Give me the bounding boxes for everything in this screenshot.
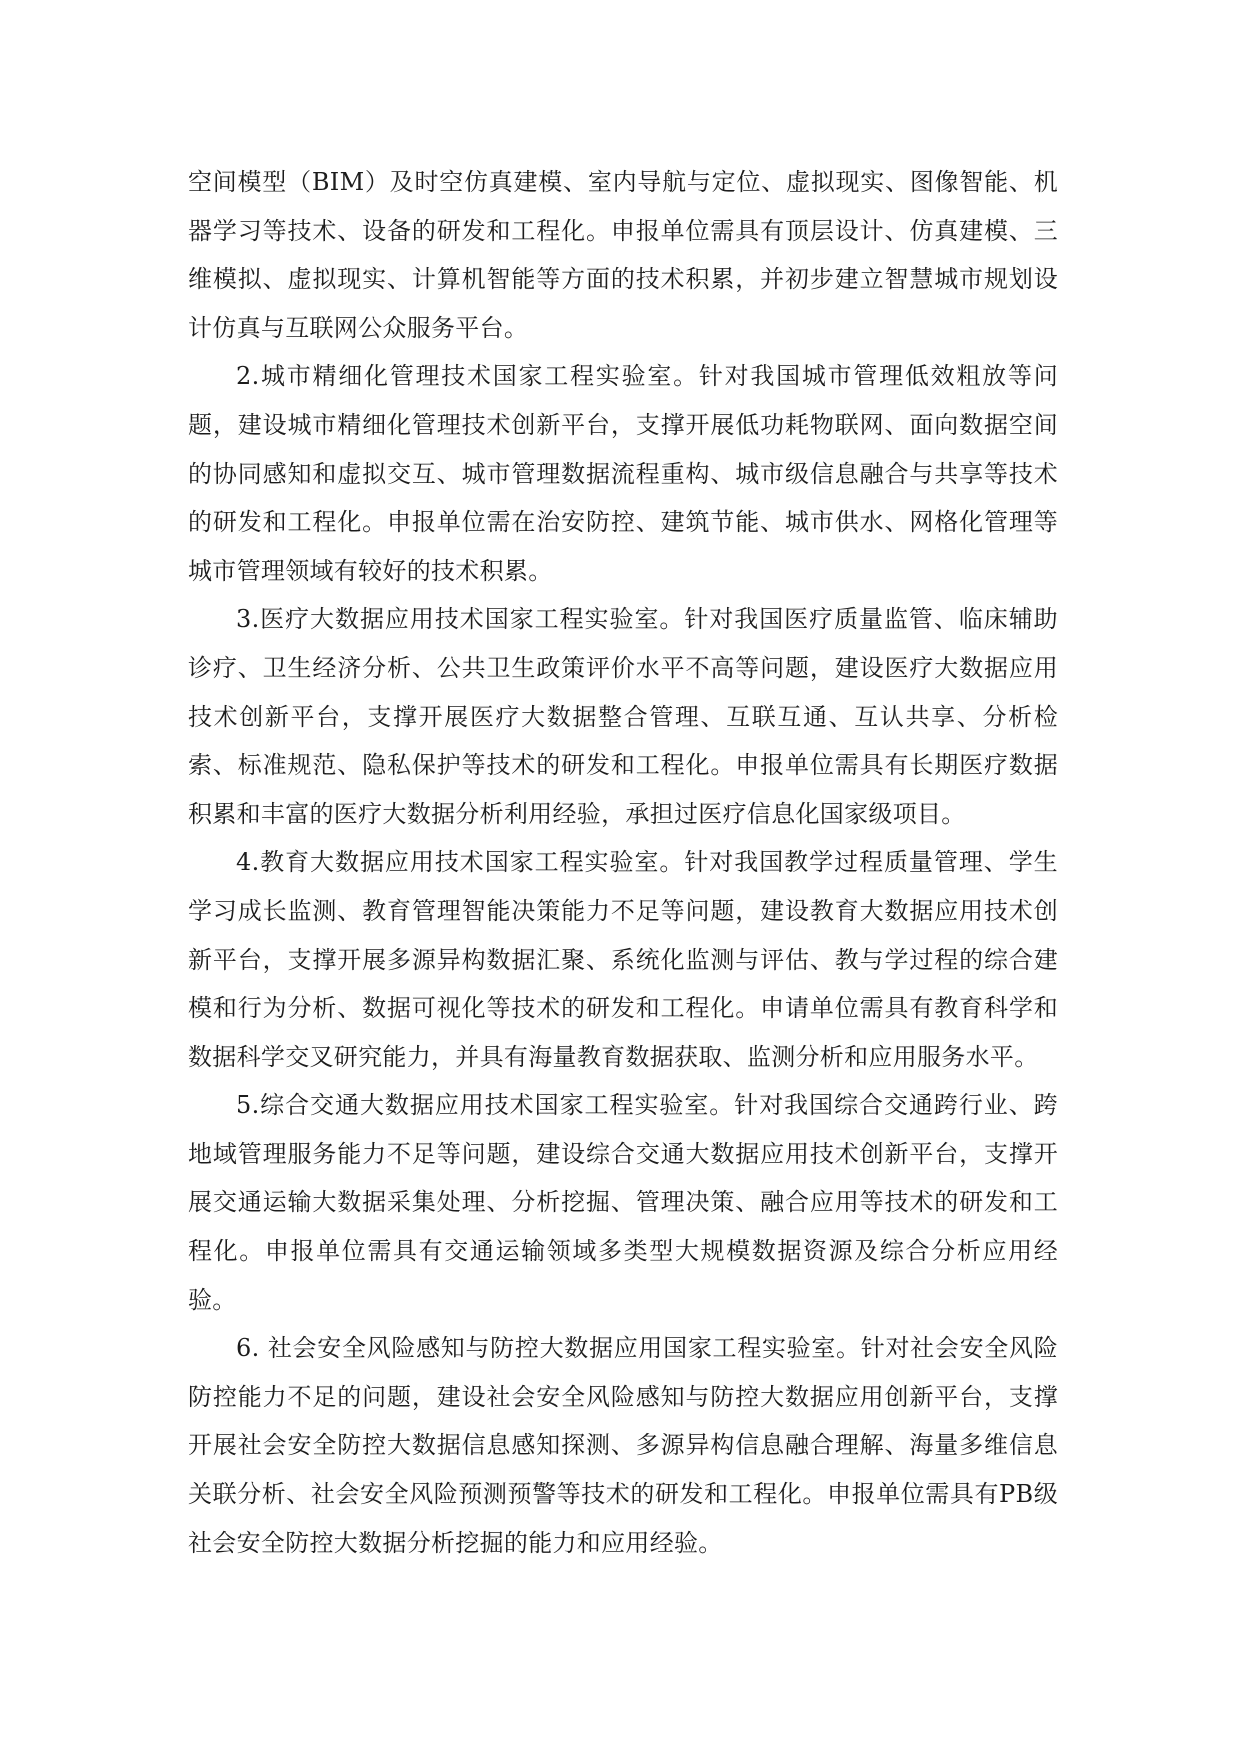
paragraph-education-big-data-lab: 4.教育大数据应用技术国家工程实验室。针对我国教学过程质量管理、学生学习成长监测、教育管理智能决策能力不足等问题，建设教育大数据应用技术创新平台，支撑开展多源异构数据汇聚、系统化监测与评估、教与学过程的综合建模和行为分析、数据可视化等技术的研发和工程化。申请单位需具有教育科学和数据科学交叉研究能力，并具有海量教育数据获取、监测分析和应用服务水平。 (188, 848, 1058, 1071)
paragraph-bim-continuation: 空间模型（BIM）及时空仿真建模、室内导航与定位、虚拟现实、图像智能、机器学习等技术、设备的研发和工程化。申报单位需具有顶层设计、仿真建模、三维模拟、虚拟现实、计算机智能等方面的技术积累，并初步建立智慧城市规划设计仿真与互联网公众服务平台。 (188, 168, 1058, 342)
paragraph-urban-management-lab: 2.城市精细化管理技术国家工程实验室。针对我国城市管理低效粗放等问题，建设城市精细化管理技术创新平台，支撑开展低功耗物联网、面向数据空间的协同感知和虚拟交互、城市管理数据流程重构、城市级信息融合与共享等技术的研发和工程化。申报单位需在治安防控、建筑节能、城市供水、网格化管理等城市管理领域有较好的技术积累。 (188, 362, 1058, 585)
paragraph-transport-big-data-lab: 5.综合交通大数据应用技术国家工程实验室。针对我国综合交通跨行业、跨地域管理服务能力不足等问题，建设综合交通大数据应用技术创新平台，支撑开展交通运输大数据采集处理、分析挖掘、管理决策、融合应用等技术的研发和工程化。申报单位需具有交通运输领域多类型大规模数据资源及综合分析应用经验。 (188, 1091, 1058, 1314)
paragraph-medical-big-data-lab: 3.医疗大数据应用技术国家工程实验室。针对我国医疗质量监管、临床辅助诊疗、卫生经济分析、公共卫生政策评价水平不高等问题，建设医疗大数据应用技术创新平台，支撑开展医疗大数据整合管理、互联互通、互认共享、分析检索、标准规范、隐私保护等技术的研发和工程化。申报单位需具有长期医疗数据积累和丰富的医疗大数据分析利用经验，承担过医疗信息化国家级项目。 (188, 605, 1058, 828)
document-body (188, 158, 1058, 1567)
paragraph-social-security-lab: 6. 社会安全风险感知与防控大数据应用国家工程实验室。针对社会安全风险防控能力不足的问题，建设社会安全风险感知与防控大数据应用创新平台，支撑开展社会安全防控大数据信息感知探测、多源异构信息融合理解、海量多维信息关联分析、社会安全风险预测预警等技术的研发和工程化。申报单位需具有PB级社会安全防控大数据分析挖掘的能力和应用经验。 (188, 1334, 1058, 1557)
